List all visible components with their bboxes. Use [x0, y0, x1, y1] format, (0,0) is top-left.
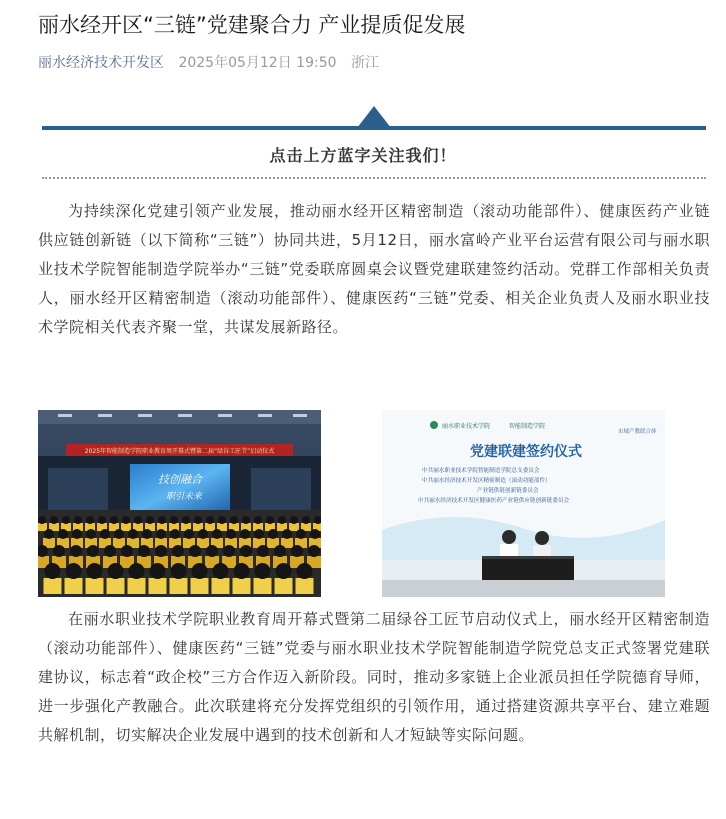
- stage-banner-text: 2025年智能制造学院职业教育周开幕式暨第二届“绿谷工匠节”启动仪式: [84, 448, 275, 455]
- header-divider: [42, 106, 706, 136]
- publish-location: 浙江: [350, 55, 379, 71]
- paragraph-signing: 在丽水职业技术学院职业教育周开幕式暨第二届绿谷工匠节启动仪式上，丽水经开区精密制造（滚动功能部件）、健康医药“三链”党委与丽水职业技术学院智能制造学院党总支正式签署党建联建协议，标志着“政企校”三方合作迈入新阶段。同时，推动多家链上企业派员担任学院德育导师，进一步强化产教融合。此次联建将充分发挥党组织的引领作用，通过搭建资源共享平台、建立难题共解机制，切实解决企业发展中遇到的技术创新和人才短缺等实际问题。: [38, 610, 710, 744]
- dotted-divider: [42, 177, 706, 179]
- ceremony-heading: 党建联建签约仪式: [470, 444, 582, 460]
- college-logo-icon: [430, 421, 438, 429]
- article-meta: [38, 52, 379, 74]
- triangle-icon: [357, 106, 391, 128]
- paragraph-intro: 为持续深化党建引领产业发展，推动丽水经开区精密制造（滚动功能部件）、健康医药产业链供应链创新链（以下简称“三链”）协同共进，5月12日，丽水富岭产业平台运营有限公司与丽水职业技术学院智能制造学院举办“三链”党委联席圆桌会议暨党建联建签约活动。党群工作部相关负责人，丽水经开区精密制造（滚动功能部件）、健康医药“三链”党委、相关企业负责人及丽水职业技术学院相关代表齐聚一堂，共谋发展新路径。: [38, 202, 710, 336]
- logo-text-right: 市域产教联合体: [618, 429, 657, 435]
- logo-text-mid: 智能制造学院: [509, 423, 546, 430]
- article-title: 丽水经开区“三链”党建聚合力 产业提质促发展: [38, 13, 466, 37]
- ceremony-line-4: 中共丽水经济技术开发区健康医药产业链供应链创新链委员会: [418, 498, 570, 504]
- auditorium-photo[interactable]: [38, 410, 321, 597]
- screen-text-2: 职引未来: [165, 492, 203, 502]
- publish-time: 2025年05月12日 19:50: [178, 55, 337, 71]
- ceremony-line-1: 中共丽水职业技术学院智能制造学院总支委员会: [422, 468, 540, 474]
- signing-ceremony-photo[interactable]: [382, 410, 665, 597]
- ceremony-line-3: 产业链供链创新链委员会: [477, 488, 539, 494]
- follow-prompt: 点击上方蓝字关注我们！: [269, 146, 457, 165]
- logo-text-left: 丽水职业技术学院: [442, 423, 491, 430]
- screen-text-1: 技创融合: [158, 473, 202, 486]
- account-name-link[interactable]: 丽水经济技术开发区: [38, 55, 164, 71]
- ceremony-line-2: 中共丽水经济技术开发区精密制造（滚动功能部件）: [422, 478, 551, 484]
